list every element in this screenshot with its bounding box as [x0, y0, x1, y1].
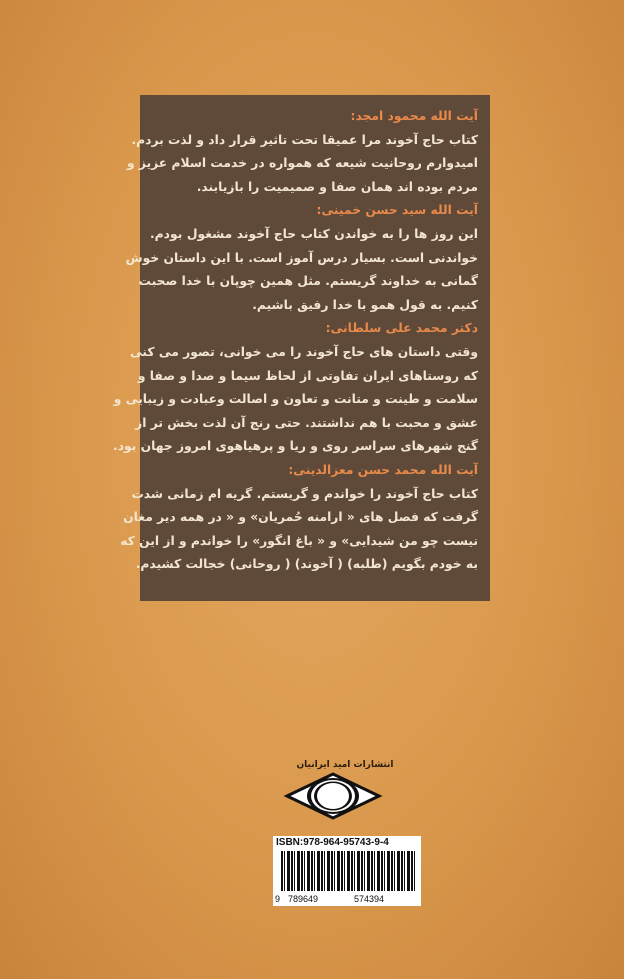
publisher-logo-icon [285, 772, 381, 820]
testimonials-box [113, 95, 490, 601]
quote-line: کتاب حاج آخوند را خواندم و گریستم. گریه ام زمانی شدت [131, 486, 478, 501]
quote-line: گنج شهرهای سراسر روی و ریا و پرهیاهوی امروز جهان بود. [113, 439, 478, 454]
publisher-name: انتشارات امید ایرانیان [296, 760, 394, 770]
barcode-digit: 9 [275, 894, 281, 904]
quote-line: وقتی داستان های حاج آخوند را می خوانی، تصور می کنی [129, 344, 478, 359]
isbn-barcode [273, 836, 421, 906]
barcode-digits: 574394 [354, 894, 385, 904]
author-1: آیت الله محمود امجد: [350, 109, 478, 123]
author-2: آیت الله سید حسن خمینی: [316, 203, 478, 218]
quote-line: نیست چو من شیدایی» و « باغ انگور» را خواندم و از این که [120, 533, 478, 548]
quote-line: به خودم بگویم (طلبه) ( آخوند) ( روحانی) خجالت کشیدم. [135, 557, 478, 572]
barcode-digits: 789649 [288, 894, 319, 904]
quote-line: اين روز ها را به خواندن كتاب حاج آخوند مشغول بودم. [150, 226, 478, 241]
isbn-label: ISBN:978-964-95743-9-4 [276, 837, 389, 848]
quote-line: سلامت و طینت و متانت و تعاون و اصالت وعبادت و زیبایی و [113, 392, 478, 407]
quote-line: گرفت که فصل های « ارامنه حُمریان» و « در همه دیر مغان [123, 510, 478, 525]
quote-line: کنیم. به قول همو با خدا رفیق باشیم. [252, 297, 478, 312]
author-3: دکتر محمد علی سلطانی: [325, 321, 478, 336]
barcode-icon [281, 851, 417, 891]
author-4: آیت الله محمد حسن معزالدینی: [288, 462, 478, 477]
quote-line: اميدوارم روحانيت شيعه كه همواره در خدمت اسلام عزيز و [126, 156, 478, 171]
quote-line: خواندنی است. بسیار درس آموز است. با این داستان خوش [125, 250, 478, 265]
quote-line: عشق و محبت با هم نداشتند. حتی رنج آن لذت بخش تر از [135, 415, 478, 430]
quote-line: مردم بوده اند همان صفا و صميميت را بازيابند. [196, 179, 478, 194]
quote-line: که روستاهای ایران تفاوتی از لحاظ سیما و صدا و صفا و [137, 368, 478, 383]
quote-line: گمانی به خداوند گریستم. مثل همین چوپان با خدا صحبت [138, 274, 478, 289]
quote-line: كتاب حاج آخوند مرا عميقا تحت تاثير قرار داد و لذت بردم. [131, 132, 478, 147]
